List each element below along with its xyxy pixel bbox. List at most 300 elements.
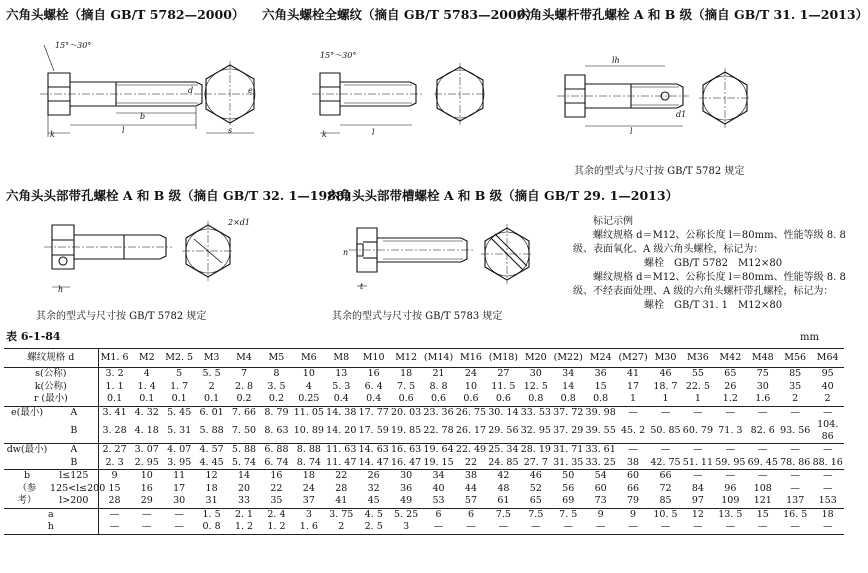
marking-p1: 螺纹规格 d＝M12、公称长度 l＝80mm、性能等级 8. 8 <box>593 230 846 241</box>
table-cell: 45. 2 <box>620 425 646 436</box>
header-spec: M8 <box>325 349 357 368</box>
table-cell: 33 <box>237 495 251 507</box>
table-cell: 19. 64 <box>423 444 454 456</box>
header-spec: M56 <box>779 349 811 368</box>
table-cell: 9 <box>617 508 649 521</box>
title-gb5783: 六角头螺栓全螺纹（摘自 GB/T 5783—2000） <box>262 7 538 22</box>
header-spec: (M22) <box>552 349 584 368</box>
header-spec: M36 <box>682 349 714 368</box>
table-cell: 3. 75 <box>325 508 357 521</box>
table-cell: 15 <box>108 482 121 494</box>
header-spec: M10 <box>357 349 389 368</box>
table-cell: 6 <box>455 508 487 521</box>
row-label <box>4 457 50 470</box>
table-cell: 108 <box>753 482 772 494</box>
table-cell: 4. 5 <box>357 508 389 521</box>
table-cell: 35 <box>270 495 283 507</box>
table-cell: — <box>811 521 844 534</box>
table-cell: — <box>682 521 714 534</box>
table-cell: 1 <box>662 393 669 405</box>
table-cell: 34 <box>562 368 575 380</box>
table-cell: — <box>617 521 649 534</box>
table-cell: 109 <box>721 495 740 507</box>
table-cell: 0.6 <box>398 393 414 405</box>
table-cell: 26 <box>357 470 389 483</box>
table-cell: 20. 03 <box>391 406 422 418</box>
table-cell: 41 <box>335 495 348 507</box>
table-cell: 4. 32 <box>131 406 163 419</box>
header-label: 螺纹规格 d <box>4 349 98 368</box>
table-cell: 7. 5 <box>397 380 416 392</box>
title-gb29-1: 六角头头部带槽螺栓 A 和 B 级（摘自 GB/T 29. 1—2013） <box>327 188 679 203</box>
table-cell: 38 <box>455 470 487 483</box>
table-cell: 37. 29 <box>553 425 584 436</box>
table-cell: 4 <box>143 368 150 380</box>
table-cell: — <box>790 482 800 494</box>
table-cell: 0.4 <box>366 393 382 405</box>
table-cell: 6 <box>422 508 454 521</box>
table-cell: 27. 7 <box>523 456 548 468</box>
table-cell: 82. 6 <box>750 425 775 436</box>
table-cell: 37 <box>302 495 315 507</box>
table-cell: 16 <box>260 470 292 483</box>
table-cell: — <box>811 444 844 457</box>
table-cell: 3. 41 <box>98 406 130 419</box>
table-cell: 60 <box>617 470 649 483</box>
row-sublabel: 125<l≤200 <box>50 482 106 494</box>
table-cell: 3. 28 <box>102 425 127 436</box>
table-cell: 30 <box>173 495 186 507</box>
table-cell: 34 <box>422 470 454 483</box>
table-cell: 12 <box>195 470 227 483</box>
table-cell: — <box>98 521 130 534</box>
table-cell: 19. 15 <box>423 456 454 468</box>
table-cell: 3. 95 <box>167 456 192 468</box>
table-cell: 0.8 <box>593 393 609 405</box>
spec-table <box>4 348 844 535</box>
table-cell: 36 <box>400 482 413 494</box>
table-cell: 27 <box>497 368 510 380</box>
table-cell: 60. 79 <box>682 425 714 436</box>
table-cell: 51. 11 <box>682 456 714 468</box>
table-cell: — <box>617 406 649 419</box>
label-lh: lh <box>612 56 620 65</box>
note-gb31-1: 其余的型式与尺寸按 GB/T 5782 规定 <box>574 166 745 177</box>
header-spec: M3 <box>195 349 227 368</box>
table-cell: 96 <box>724 482 737 494</box>
marking-heading: 标记示例 <box>593 216 633 227</box>
table-cell: — <box>487 521 519 534</box>
table-row <box>4 470 844 483</box>
row-sublabel: B <box>50 419 98 444</box>
figure-shank-hole-bolt <box>555 50 765 150</box>
table-cell: 8 <box>273 368 280 380</box>
table-cell: 30 <box>756 380 769 392</box>
table-cell: 0.1 <box>171 393 187 405</box>
table-cell: 11 <box>163 470 195 483</box>
table-cell: 5. 5 <box>202 368 221 380</box>
table-cell: 6. 4 <box>364 380 383 392</box>
table-cell: 9 <box>98 470 130 483</box>
table-row <box>4 368 844 381</box>
table-cell: 1. 2 <box>260 521 292 534</box>
table-cell: 60 <box>594 482 607 494</box>
title-gb32-1: 六角头头部带孔螺栓 A 和 B 级（摘自 GB/T 32. 1—1988） <box>6 188 358 203</box>
label-e-1: e <box>248 86 253 95</box>
table-cell: 97 <box>691 495 704 507</box>
table-cell: 75 <box>756 368 769 380</box>
table-cell: 0.1 <box>107 393 123 405</box>
table-cell: — <box>779 470 811 483</box>
table-cell: — <box>811 470 844 483</box>
table-cell: 8. 8 <box>429 380 448 392</box>
table-cell: 30. 14 <box>488 406 519 418</box>
table-row <box>4 457 844 470</box>
label-l-3: l <box>630 127 633 136</box>
table-cell: 4. 18 <box>134 425 159 436</box>
table-cell: 72 <box>659 482 672 494</box>
table-cell: 46 <box>659 368 672 380</box>
label-k-1: k <box>50 130 55 139</box>
row-sublabel: B <box>50 457 98 470</box>
table-row <box>4 444 844 457</box>
table-cell: 10 <box>464 380 477 392</box>
label-angle-2: 15°～30° <box>320 51 357 60</box>
table-cell: 16. 47 <box>391 456 422 468</box>
table-cell: 73 <box>594 495 607 507</box>
table-cell: — <box>811 406 844 419</box>
table-cell: 42. 75 <box>650 456 681 468</box>
table-cell: 8. 63 <box>264 425 289 436</box>
table-cell: 32. 95 <box>520 425 551 436</box>
note-gb32-1: 其余的型式与尺寸按 GB/T 5782 规定 <box>36 311 207 322</box>
table-cell: 22 <box>270 482 283 494</box>
note-gb29-1: 其余的型式与尺寸按 GB/T 5783 规定 <box>332 311 503 322</box>
table-cell: 2. 5 <box>357 521 389 534</box>
table-cell: 2. 1 <box>228 508 260 521</box>
table-row <box>4 419 844 444</box>
title-gb5782: 六角头螺栓（摘自 GB/T 5782—2000） <box>6 7 245 22</box>
header-spec: (M14) <box>422 349 454 368</box>
table-cell: — <box>98 508 130 521</box>
table-cell: 104. 86 <box>817 419 839 442</box>
table-cell: — <box>747 406 779 419</box>
table-cell: 0.6 <box>430 393 447 405</box>
title-gb31-1: 六角头螺杆带孔螺栓 A 和 B 级（摘自 GB/T 31. 1—2013） <box>517 7 868 22</box>
table-cell: 15 <box>594 380 607 392</box>
table-cell: 52 <box>529 482 542 494</box>
header-spec: (M27) <box>617 349 649 368</box>
table-cell: 10. 89 <box>293 425 324 436</box>
table-cell: 10 <box>302 368 315 380</box>
table-cell: 40 <box>821 380 834 392</box>
label-b-1: b <box>140 112 146 121</box>
table-cell: 2 <box>208 380 215 392</box>
table-cell: — <box>617 444 649 457</box>
table-cell: — <box>714 521 746 534</box>
table-cell: — <box>649 521 681 534</box>
table-cell: 28 <box>108 495 121 507</box>
table-cell: 50. 85 <box>650 425 681 436</box>
header-spec: M1. 6 <box>98 349 130 368</box>
table-cell: 65 <box>529 495 542 507</box>
table-cell: 66 <box>627 482 640 494</box>
table-cell: 0.8 <box>528 393 544 405</box>
label-l-1: l <box>122 126 125 135</box>
table-cell: — <box>163 521 195 534</box>
row-label: r (最小) <box>4 393 98 406</box>
table-cell: — <box>747 521 779 534</box>
table-cell: 2 <box>325 521 357 534</box>
table-cell: 4. 07 <box>163 444 195 457</box>
table-cell: 2. 27 <box>98 444 130 457</box>
table-row <box>4 406 844 419</box>
table-cell: 88. 16 <box>812 456 843 468</box>
label-h-4: h <box>58 285 64 294</box>
table-cell: 1.6 <box>755 393 771 405</box>
header-spec: M2 <box>131 349 163 368</box>
table-cell: 4. 57 <box>195 444 227 457</box>
table-cell: 71. 3 <box>718 425 743 436</box>
table-cell: 5. 3 <box>332 380 351 392</box>
table-cell: 95 <box>821 368 834 380</box>
table-cell: 53 <box>432 495 445 507</box>
table-row <box>4 393 844 406</box>
table-cell: 0.6 <box>463 393 479 405</box>
label-d-1: d <box>188 86 194 95</box>
table-cell: 1. 4 <box>137 380 156 392</box>
table-cell: 1. 2 <box>228 521 260 534</box>
table-cell: 32 <box>367 482 380 494</box>
table-cell: 7 <box>240 368 248 380</box>
table-cell: 42 <box>487 470 519 483</box>
row-label: k(公称) <box>4 381 98 394</box>
table-cell: 3. 5 <box>267 380 286 392</box>
table-cell: 3. 2 <box>105 368 124 380</box>
table-cell: 8. 74 <box>296 456 321 468</box>
table-cell: 2 <box>792 393 799 405</box>
row-label: s(公称) <box>4 368 98 381</box>
table-cell: — <box>584 521 616 534</box>
table-cell: 69 <box>562 495 575 507</box>
table-cell: 10 <box>131 470 163 483</box>
figure-full-thread-bolt <box>300 25 495 150</box>
table-cell: 30 <box>529 368 542 380</box>
table-cell: 33. 25 <box>585 456 616 468</box>
table-cell: 16 <box>140 482 153 494</box>
table-cell: 29. 56 <box>488 425 519 436</box>
table-cell: 17 <box>627 380 640 392</box>
table-cell: — <box>520 521 552 534</box>
table-cell: — <box>682 470 714 483</box>
table-cell: — <box>455 521 487 534</box>
table-cell: 13 <box>335 368 348 380</box>
header-spec: M20 <box>520 349 552 368</box>
table-cell: 65 <box>724 368 737 380</box>
header-spec: (M18) <box>487 349 519 368</box>
table-cell: 14. 20 <box>326 425 357 436</box>
row-sublabel: A <box>50 444 98 457</box>
header-spec: M5 <box>260 349 292 368</box>
table-row <box>4 495 844 508</box>
table-cell: — <box>779 521 811 534</box>
table-cell: 153 <box>818 495 837 507</box>
label-l-2: l <box>372 128 375 137</box>
table-header-row <box>4 349 844 368</box>
table-cell: 59. 95 <box>715 456 746 468</box>
table-cell: 18 <box>811 508 844 521</box>
table-cell: 6. 88 <box>260 444 292 457</box>
label-s-1: s <box>228 126 233 135</box>
table-cell: 18 <box>400 368 413 380</box>
table-cell: 21 <box>432 368 445 380</box>
marking-p2c: 螺栓 GB/T 31. 1 M12×80 <box>644 300 783 311</box>
table-cell: 66 <box>649 470 681 483</box>
table-cell: 2 <box>824 393 831 405</box>
table-cell: 2. 3 <box>105 456 124 468</box>
label-2xd1: 2×d1 <box>228 218 251 227</box>
table-cell: 2. 8 <box>234 380 254 392</box>
table-cell: 14. 63 <box>358 444 389 456</box>
table-cell: 41 <box>627 368 640 380</box>
table-cell: 57 <box>464 495 477 507</box>
table-cell: 44 <box>464 482 477 494</box>
table-cell: 85 <box>789 368 802 380</box>
table-cell: 0.25 <box>298 393 320 405</box>
table-cell: 1 <box>694 393 701 405</box>
table-cell: 17. 59 <box>358 425 389 436</box>
table-cell: 14 <box>562 380 575 392</box>
table-cell: 24 <box>302 482 315 494</box>
table-cell: 36 <box>594 368 607 380</box>
table-cell: 30 <box>390 470 422 483</box>
header-spec: M48 <box>747 349 779 368</box>
header-spec: M16 <box>455 349 487 368</box>
table-cell: 79 <box>627 495 640 507</box>
table-cell: 22. 5 <box>685 380 710 392</box>
row-sublabel: l≤125 <box>50 470 98 483</box>
header-spec: M6 <box>293 349 325 368</box>
table-cell: 1 <box>630 393 637 405</box>
table-cell: 5. 31 <box>167 425 192 436</box>
table-cell: 40 <box>432 482 445 494</box>
row-label: 考） <box>17 495 37 507</box>
table-cell: 93. 56 <box>780 425 811 436</box>
marking-p2: 螺纹规格 d＝M12、公称长度 l＝80mm、性能等级 8. 8 <box>593 272 846 283</box>
table-cell: 31. 71 <box>553 444 584 456</box>
table-cell: 11. 05 <box>293 406 324 418</box>
table-cell: 15 <box>747 508 779 521</box>
table-cell: 19. 85 <box>391 425 422 436</box>
table-cell: 16 <box>367 368 380 380</box>
table-cell: — <box>131 508 163 521</box>
table-cell: 3 <box>390 521 422 534</box>
marking-p2b: 级、不经表面处理、A 级的六角头螺杆带孔螺栓，标记为： <box>573 286 834 297</box>
table-cell: 4 <box>305 380 312 392</box>
table-cell: 3. 07 <box>131 444 163 457</box>
label-k-2: k <box>322 130 327 139</box>
table-cell: 12. 5 <box>523 380 548 392</box>
table-cell: 5. 88 <box>228 444 260 457</box>
table-cell: 0.2 <box>236 393 252 405</box>
table-cell: 50 <box>552 470 584 483</box>
label-n-5: n <box>343 248 349 257</box>
table-cell: 1. 5 <box>195 508 227 521</box>
table-cell: 11. 47 <box>326 456 357 468</box>
row-label: e(最小) <box>4 406 50 419</box>
table-cell: 5. 88 <box>199 425 224 436</box>
header-spec: M24 <box>584 349 616 368</box>
table-cell: 18 <box>293 470 325 483</box>
table-cell: 18. 7 <box>653 380 678 392</box>
row-label: a <box>4 508 98 521</box>
header-spec: M12 <box>390 349 422 368</box>
table-cell: 38 <box>627 456 640 468</box>
table-cell: 10. 5 <box>649 508 681 521</box>
table-cell: — <box>163 508 195 521</box>
row-label: h <box>4 521 98 534</box>
table-cell: — <box>747 444 779 457</box>
table-cell: 11. 63 <box>326 444 357 456</box>
table-cell: 1. 6 <box>293 521 325 534</box>
table-cell: 121 <box>753 495 772 507</box>
table-cell: 85 <box>659 495 672 507</box>
table-cell: 7. 66 <box>228 406 260 419</box>
table-cell: 13. 5 <box>714 508 746 521</box>
table-cell: 49 <box>400 495 413 507</box>
table-cell: — <box>682 406 714 419</box>
header-spec: M64 <box>811 349 844 368</box>
table-cell: 56 <box>562 482 575 494</box>
table-cell: 25. 34 <box>488 444 519 456</box>
table-row <box>4 508 844 521</box>
table-cell: 54 <box>584 470 616 483</box>
table-cell: 2. 95 <box>134 456 159 468</box>
table-cell: 78. 86 <box>780 456 811 468</box>
table-cell: 3 <box>293 508 325 521</box>
table-cell: 0.8 <box>560 393 576 405</box>
row-label: （参 <box>17 482 37 494</box>
table-cell: 14. 38 <box>326 406 357 418</box>
table-cell: 5. 45 <box>163 406 195 419</box>
table-cell: 2. 4 <box>260 508 292 521</box>
table-cell: 37. 72 <box>553 406 584 418</box>
table-cell: 17 <box>173 482 186 494</box>
table-cell: — <box>779 444 811 457</box>
table-cell: 33. 53 <box>520 406 551 418</box>
row-label: dw(最小) <box>4 444 50 457</box>
table-cell: 69. 45 <box>747 456 778 468</box>
table-cell: — <box>422 521 454 534</box>
table-cell: 24 <box>464 368 477 380</box>
table-cell: — <box>131 521 163 534</box>
header-spec: M4 <box>228 349 260 368</box>
row-label <box>4 419 50 444</box>
label-d1-3: d1 <box>676 110 687 119</box>
table-cell: — <box>747 470 779 483</box>
table-cell: 23. 36 <box>423 406 454 418</box>
table-cell: 28. 19 <box>520 444 551 456</box>
table-cell: 39. 55 <box>585 425 616 436</box>
table-cell: 29 <box>140 495 153 507</box>
table-cell: 84 <box>691 482 704 494</box>
table-cell: 0.1 <box>204 393 220 405</box>
table-cell: 7.5 <box>487 508 519 521</box>
table-cell: 137 <box>786 495 805 507</box>
table-cell: 0.1 <box>139 393 155 405</box>
row-sublabel: l>200 <box>50 495 98 508</box>
table-cell: 8. 79 <box>260 406 292 419</box>
